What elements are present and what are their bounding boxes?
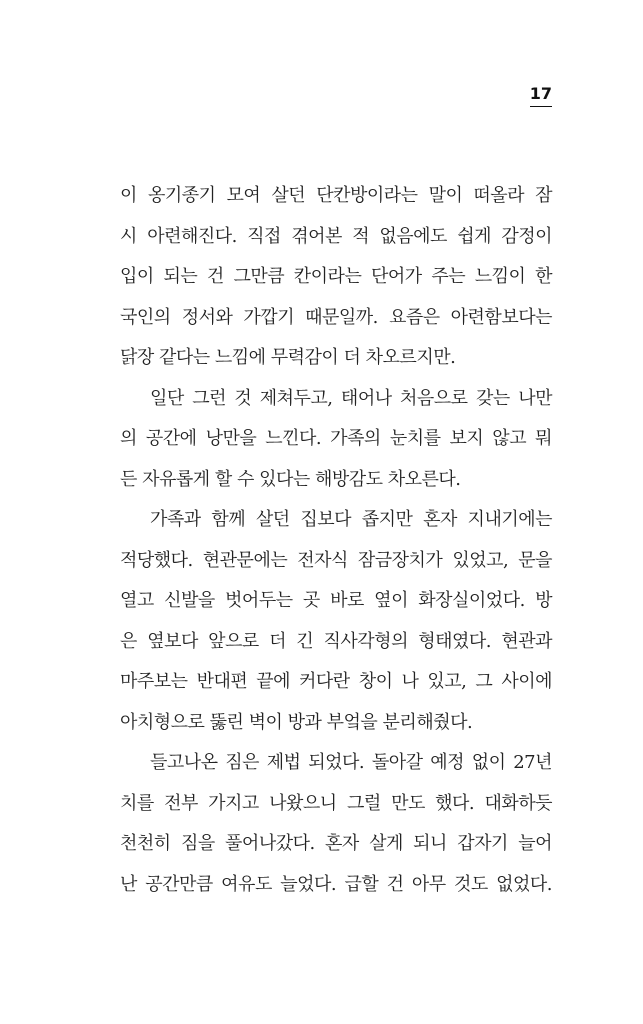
text-line: 이 옹기종기 모여 살던 단칸방이라는 말이 떠올라 잠 bbox=[120, 185, 552, 206]
text-line: 가족과 함께 살던 집보다 좁지만 혼자 지내기에는 bbox=[150, 509, 552, 530]
text-line: 열고 신발을 벗어두는 곳 바로 옆이 화장실이었다. 방 bbox=[120, 590, 552, 611]
text-line: 천천히 짐을 풀어나갔다. 혼자 살게 되니 갑자기 늘어 bbox=[120, 833, 552, 854]
text-line: 입이 되는 건 그만큼 칸이라는 단어가 주는 느낌이 한 bbox=[120, 266, 552, 287]
text-line: 시 아련해진다. 직접 겪어본 적 없음에도 쉽게 감정이 bbox=[120, 225, 552, 247]
text-line: 치를 전부 가지고 나왔으니 그럴 만도 했다. 대화하듯 bbox=[120, 792, 552, 814]
text-line: 들고나온 짐은 제법 되었다. 돌아갈 예정 없이 27년 bbox=[150, 752, 552, 773]
text-line: 적당했다. 현관문에는 전자식 잠금장치가 있었고, 문을 bbox=[120, 549, 552, 571]
text-line: 든 자유롭게 할 수 있다는 해방감도 차오른다. bbox=[120, 468, 461, 490]
text-line: 일단 그런 것 제쳐두고, 태어나 처음으로 갖는 나만 bbox=[150, 387, 552, 409]
text-line: 마주보는 반대편 끝에 커다란 창이 나 있고, 그 사이에 bbox=[120, 671, 552, 692]
body-text bbox=[120, 180, 552, 909]
text-line: 난 공간만큼 여유도 늘었다. 급할 건 아무 것도 없었다. bbox=[120, 873, 552, 895]
text-line: 은 옆보다 앞으로 더 긴 직사각형의 형태였다. 현관과 bbox=[120, 630, 552, 652]
text-line: 아치형으로 뚫린 벽이 방과 부엌을 분리해줬다. bbox=[120, 711, 473, 733]
text-line: 국인의 정서와 가깝기 때문일까. 요즘은 아련함보다는 bbox=[120, 306, 552, 328]
page-number: 17 bbox=[530, 84, 552, 107]
text-line: 닭장 같다는 느낌에 무력감이 더 차오르지만. bbox=[120, 347, 456, 368]
text-line: 의 공간에 낭만을 느낀다. 가족의 눈치를 보지 않고 뭐 bbox=[120, 428, 552, 449]
